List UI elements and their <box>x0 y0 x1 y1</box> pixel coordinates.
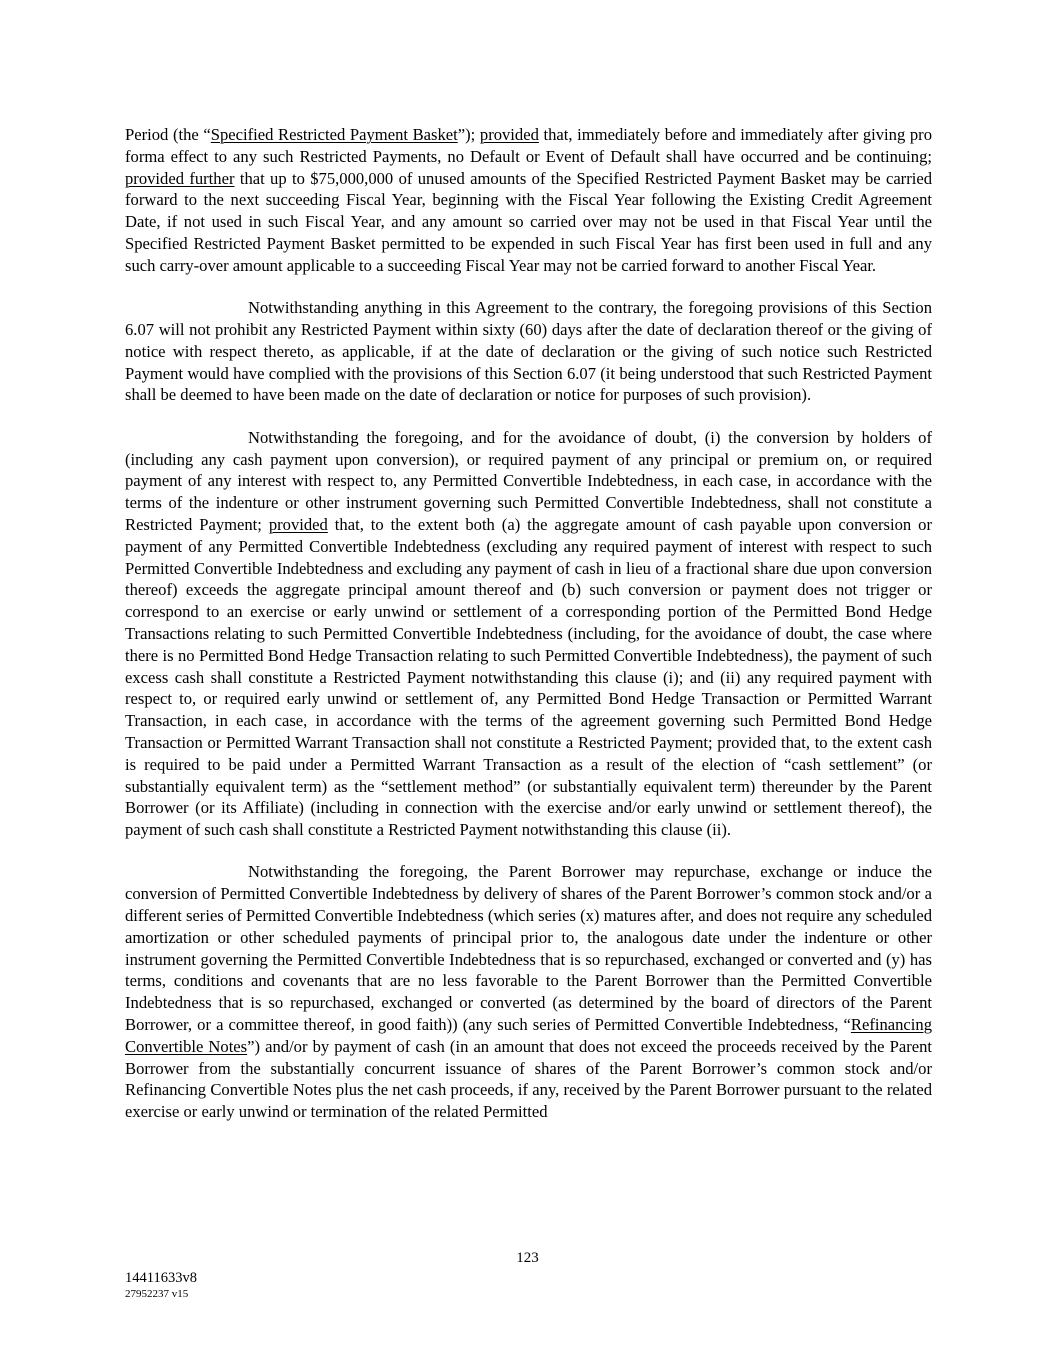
text-run: ”); <box>457 125 480 144</box>
document-id-primary: 14411633v8 <box>125 1270 197 1286</box>
paragraph-specified-restricted-payment-basket <box>125 124 932 277</box>
paragraph-refinancing-convertible-notes <box>125 861 932 1123</box>
defined-term-specified-restricted-payment-basket: Specified Restricted Payment Basket <box>210 125 458 144</box>
paragraph-permitted-convertible-indebtedness <box>125 427 932 841</box>
text-run: Notwithstanding the foregoing, and for the avoidance of doubt, (i) the conversion by holders of (including any cash payment upon conversion), or required payment of any principal or premium on, or required payment of any interest with respect to, any Permitted Convertible Indebtedness, in each case, in accordance with the terms of the indenture or other instrument governing such Permitted Convertible Indebtedness, shall not constitute a Restricted Payment; <box>125 427 932 534</box>
text-run: Notwithstanding the foregoing, the Parent Borrower may repurchase, exchange or induce the conversion of Permitted Convertible Indebtedness by delivery of shares of the Parent Borrower’s common stock and/or a different series of Permitted Convertible Indebtedness (which series (x) matures after, and does not require any scheduled amortization or other scheduled payments of principal prior to, the analogous date under the indenture or other instrument governing the Permitted Convertible Indebtedness that is so repurchased, exchanged or converted and (y) has terms, conditions and covenants that are no less favorable to the Parent Borrower than the Permitted Convertible Indebtedness that is so repurchased, exchanged or converted (as determined by the board of directors of the Parent Borrower, or a committee thereof, in good faith)) (any such series of Permitted Convertible Indebtedness, “ <box>125 862 932 1035</box>
text-run: Period (the “ <box>125 125 211 144</box>
underlined-term-provided: provided <box>479 125 539 144</box>
document-id-secondary: 27952237 v15 <box>125 1288 189 1300</box>
underlined-term-provided-further: provided further <box>125 168 235 188</box>
text-run: that, immediately before and immediately after giving pro forma effect to any such Restricted Payments, no Default or Event of Default shall have occurred and be continuing; <box>125 125 932 166</box>
document-body <box>125 124 932 1123</box>
text-run: that, to the extent both (a) the aggregate amount of cash payable upon conversion or payment of any Permitted Convertible Indebtedness (excluding any required payment of interest with respect to such Permitted Convertible Indebtedness and excluding any payment of cash in lieu of a fractional share due upon conversion thereof) exceeds the aggregate principal amount thereof and (b) such conversion or payment does not trigger or correspond to an exercise or early unwind or settlement of a corresponding portion of the Permitted Bond Hedge Transactions relating to such Permitted Convertible Indebtedness (including, for the avoidance of doubt, the case where there is no Permitted Bond Hedge Transaction relating to such Permitted Convertible Indebtedness), the payment of such excess cash shall constitute a Restricted Payment notwithstanding this clause (i); and (ii) any required payment with respect to, or required early unwind or settlement of, any Permitted Bond Hedge Transaction or Permitted Warrant Transaction, in each case, in accordance with the terms of the agreement governing such Permitted Bond Hedge Transaction or Permitted Warrant Transaction shall not constitute a Restricted Payment; provided that, to the extent cash is required to be paid under a Permitted Warrant Transaction as a result of the election of “cash settlement” (or substantially equivalent term) as the “settlement method” (or substantially equivalent term) thereunder by the Parent Borrower (or its Affiliate) (including in connection with the exercise and/or early unwind or settlement thereof), the payment of such cash shall constitute a Restricted Payment notwithstanding this clause (ii). <box>125 514 932 840</box>
text-run: ”) and/or by payment of cash (in an amount that does not exceed the proceeds received by the Parent Borrower from the substantially concurrent issuance of shares of the Parent Borrower’s common stock and/or Refinancing Convertible Notes plus the net cash proceeds, if any, received by the Parent Borrower pursuant to the related exercise or early unwind or termination of the related Permitted <box>125 1036 932 1122</box>
defined-term-refinancing-convertible-notes: Refinancing Convertible Notes <box>125 1015 932 1056</box>
text-run: Notwithstanding anything in this Agreement to the contrary, the foregoing provisions of this Section 6.07 will not prohibit any Restricted Payment within sixty (60) days after the date of declaration thereof or the giving of notice with respect thereto, as applicable, if at the date of declaration or the giving of such notice such Restricted Payment would have complied with the provisions of this Section 6.07 (it being understood that such Restricted Payment shall be deemed to have been made on the date of declaration or notice for purposes of such provision). <box>125 298 932 405</box>
underlined-term-provided: provided <box>268 514 328 534</box>
paragraph-declaration-sixty-days <box>125 297 932 406</box>
text-run: that up to $75,000,000 of unused amounts of the Specified Restricted Payment Basket may be carried forward to the next succeeding Fiscal Year, beginning with the Fiscal Year following the Existing Credit Agreement Date, if not used in such Fiscal Year, and any amount so carried over may not be used in that Fiscal Year until the Specified Restricted Payment Basket permitted to be expended in such Fiscal Year has first been used in full and any such carry-over amount applicable to a succeeding Fiscal Year may not be carried forward to another Fiscal Year. <box>125 168 933 275</box>
page-number: 123 <box>516 1250 539 1266</box>
